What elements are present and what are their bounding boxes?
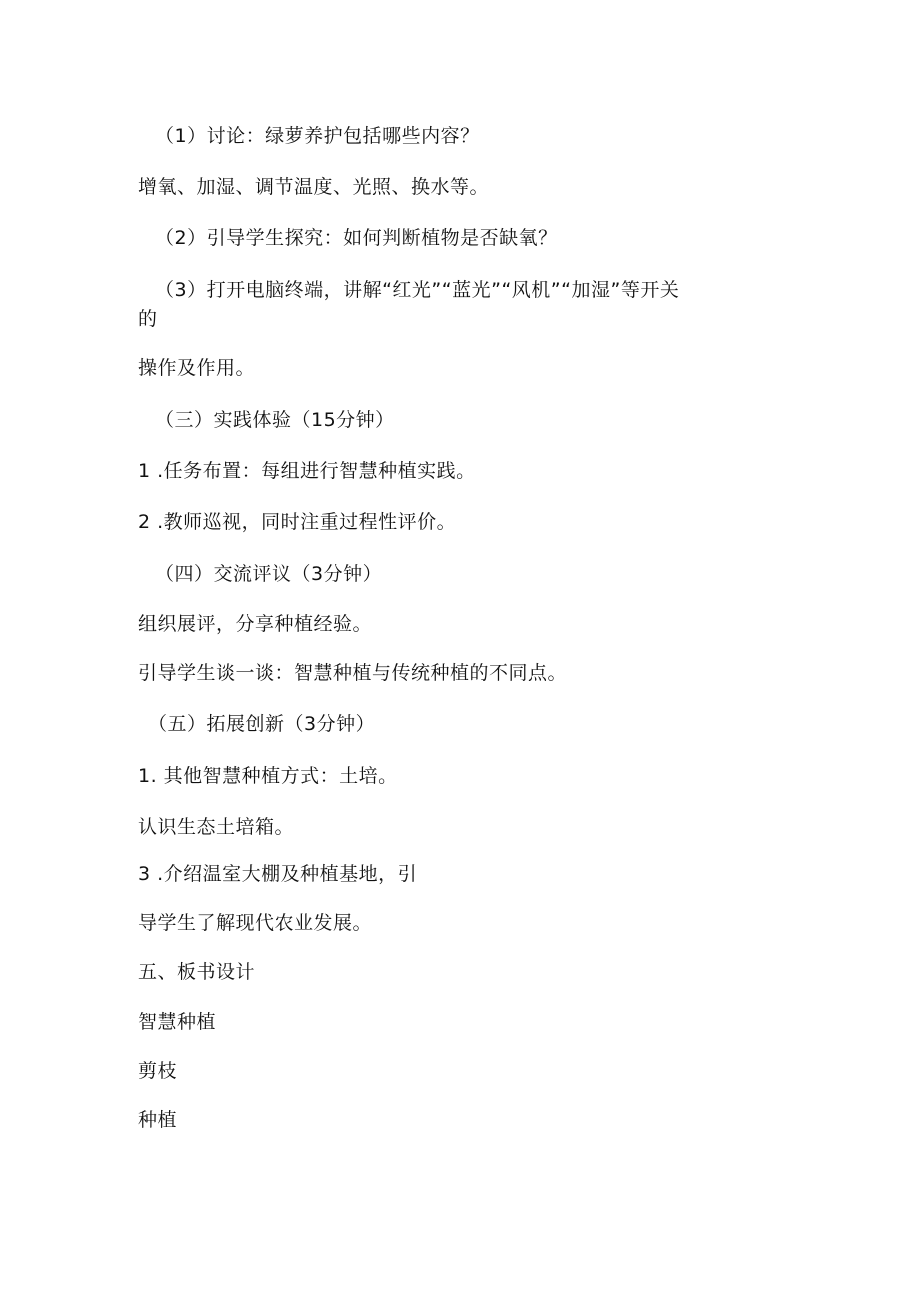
section-heading-extension: （五）拓展创新（3分钟） xyxy=(148,713,376,735)
paragraph-care-list: 增氧、加湿、调节温度、光照、换水等。 xyxy=(138,176,490,198)
paragraph-exhibit: 组织展评，分享种植经验。 xyxy=(138,613,373,635)
paragraph-discussion: （1）讨论：绿萝养护包括哪些内容？ xyxy=(155,125,480,147)
list-item-task: 1 .任务布置：每组进行智慧种植实践。 xyxy=(138,460,476,482)
board-item-pruning: 剪枝 xyxy=(138,1060,178,1082)
paragraph-guide-explore: （2）引导学生探究：如何判断植物是否缺氧？ xyxy=(155,227,558,249)
paragraph-compare: 引导学生谈一谈：智慧种植与传统种植的不同点。 xyxy=(138,662,568,684)
section-heading-exchange: （四）交流评议（3分钟） xyxy=(155,563,383,585)
paragraph-modern-agriculture: 导学生了解现代农业发展。 xyxy=(138,912,373,934)
section-heading-board-design: 五、板书设计 xyxy=(138,961,256,983)
list-item-other-methods: 1. 其他智慧种植方式：土培。 xyxy=(138,765,398,787)
paragraph-soil-box: 认识生态土培箱。 xyxy=(138,816,295,838)
paragraph-open-terminal-wrap: 的 xyxy=(138,308,158,330)
list-item-greenhouse: 3 .介绍温室大棚及种植基地，引 xyxy=(138,863,418,885)
paragraph-operation-effect: 操作及作用。 xyxy=(138,357,256,379)
section-heading-practice: （三）实践体验（15分钟） xyxy=(155,409,395,431)
board-item-smart-planting: 智慧种植 xyxy=(138,1011,217,1033)
paragraph-open-terminal: （3）打开电脑终端，讲解“红光”“蓝光”“风机”“加湿”等开关 xyxy=(155,279,680,301)
board-item-planting: 种植 xyxy=(138,1109,178,1131)
list-item-patrol: 2 .教师巡视，同时注重过程性评价。 xyxy=(138,511,457,533)
